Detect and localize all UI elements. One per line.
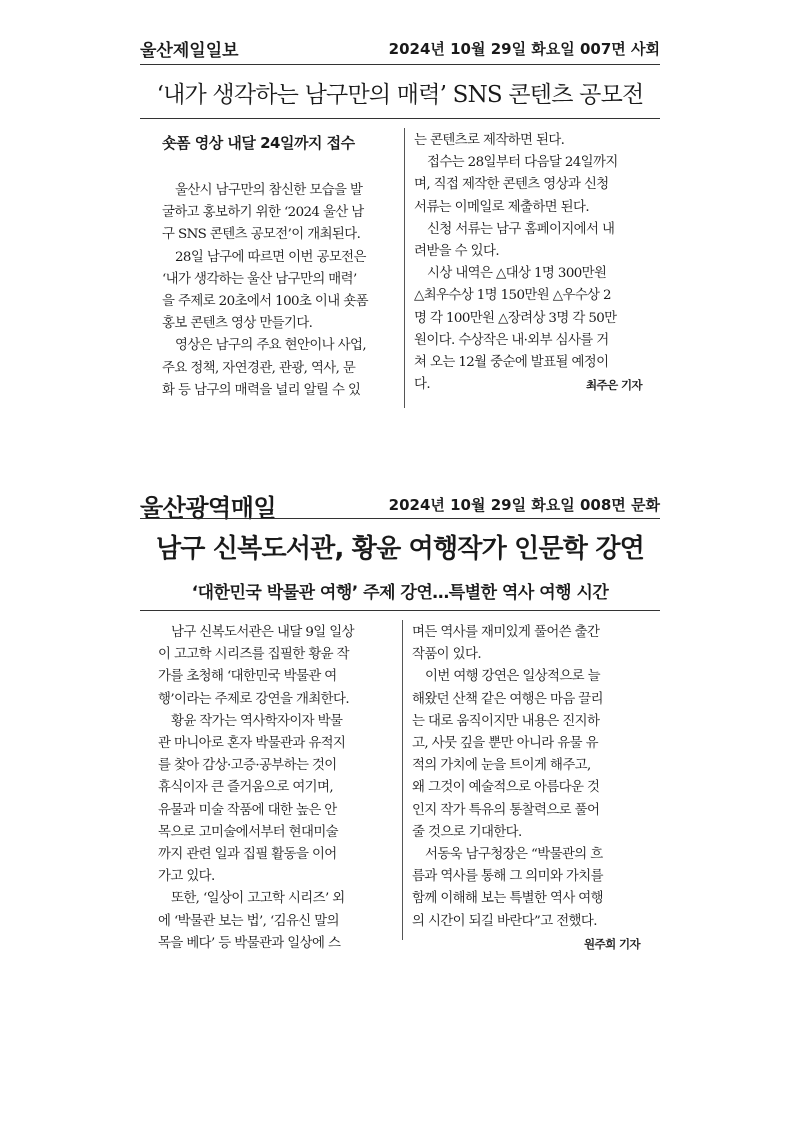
body-line: 서류는 이메일로 제출하면 된다.: [414, 199, 589, 215]
body-line: 신청 서류는 남구 홈페이지에서 내: [427, 221, 615, 237]
newspaper-name: 울산제일일보: [140, 41, 239, 61]
article-clipping-2: [0, 478, 800, 958]
issue-info: 2024년 10월 29일 화요일 007면 사회: [388, 40, 660, 58]
body-line: 을 주제로 20초에서 100초 이내 숏폼: [162, 294, 368, 310]
body-line: 목으로 고미술에서부터 현대미술: [158, 824, 339, 840]
body-line: 함께 이해해 보는 특별한 역사 여행: [412, 891, 603, 907]
header-rule: [140, 518, 660, 519]
body-line: 가를 초청해 ‘대한민국 박물관 여: [158, 669, 337, 685]
column-divider: [402, 620, 403, 940]
body-line: 남구 신복도서관은 내달 9일 일상: [171, 625, 354, 640]
body-line: 원이다. 수상작은 내·외부 심사를 거: [414, 332, 609, 348]
body-line: 까지 관련 일과 집필 활동을 이어: [158, 847, 337, 863]
body-line: 를 찾아 감상·고증·공부하는 것이: [158, 758, 337, 774]
body-line: 이 고고학 시리즈를 집필한 황윤 작: [158, 647, 349, 663]
body-line: 는 콘텐츠로 제작하면 된다.: [414, 133, 565, 148]
body-line: 구 SNS 콘텐츠 공모전’이 개최된다.: [162, 227, 361, 243]
body-line: 굴하고 홍보하기 위한 ‘2024 울산 남: [162, 205, 364, 221]
title-rule: [140, 610, 660, 611]
body-line: 작품이 있다.: [412, 647, 481, 663]
article-column-right: [412, 622, 652, 955]
body-line: 28일 남구에 따르면 이번 공모전은: [175, 249, 366, 265]
body-line: 가고 있다.: [158, 869, 215, 885]
clipping-header: [140, 478, 660, 522]
header-rule: [140, 64, 660, 65]
body-line: 이번 여행 강연은 일상적으로 늘: [425, 669, 600, 685]
body-line: 서동욱 남구청장은 “박물관의 흐: [425, 847, 603, 863]
clipping-header: [140, 0, 660, 61]
article-column-left: [158, 622, 396, 955]
body-line: 관 마니아로 혼자 박물관과 유적지: [158, 736, 346, 752]
body-line: 황윤 작가는 역사학자이자 박물: [171, 713, 343, 729]
body-line: 려받을 수 있다.: [414, 244, 499, 260]
body-line: 시상 내역은 △대상 1명 300만원: [427, 266, 607, 282]
body-line: 유물과 미술 작품에 대한 높은 안: [158, 802, 337, 818]
article-clipping-1: [0, 0, 800, 420]
article-title: ‘내가 생각하는 남구만의 매력’ SNS 콘텐츠 공모전: [156, 82, 644, 108]
article-column-left: [162, 180, 394, 402]
body-line: 적의 가치에 눈을 트이게 해주고,: [412, 758, 591, 774]
article-column-right: [414, 130, 654, 396]
body-line: 줄 것으로 기대한다.: [412, 824, 522, 840]
article-subtitle: ‘대한민국 박물관 여행’ 주제 강연…특별한 역사 여행 시간: [191, 583, 609, 603]
body-line: 홍보 콘텐츠 영상 만들기다.: [162, 316, 313, 332]
body-line: 목을 베다’ 등 박물관과 일상에 스: [158, 935, 341, 951]
body-line: 행’이라는 주제로 강연을 개최한다.: [158, 691, 349, 707]
body-line: 며, 직접 제작한 콘텐츠 영상과 신청: [414, 177, 609, 193]
column-divider: [404, 128, 405, 408]
newspaper-logo: 울산광역매일: [140, 494, 277, 522]
reporter-byline: 최주은 기자: [586, 378, 642, 393]
body-line: 쳐 오는 12월 중순에 발표될 예정이: [414, 355, 609, 371]
body-line: 화 등 남구의 매력을 널리 알릴 수 있: [162, 382, 361, 398]
body-line: 또한, ‘일상이 고고학 시리즈’ 외: [171, 891, 345, 907]
body-line: 주요 정책, 자연경관, 관광, 역사, 문: [162, 360, 356, 376]
reporter-byline: 원주희 기자: [584, 936, 640, 951]
body-line: 다.: [414, 377, 430, 393]
body-line: 름과 역사를 통해 그 의미와 가치를: [412, 869, 603, 885]
body-line: ‘내가 생각하는 울산 남구만의 매력’: [162, 271, 357, 287]
title-rule: [140, 118, 660, 119]
body-line: 고, 사뭇 깊을 뿐만 아니라 유물 유: [412, 736, 598, 752]
article-kicker: 숏폼 영상 내달 24일까지 접수: [162, 134, 355, 152]
body-line: 는 대로 움직이지만 내용은 진지하: [412, 713, 600, 729]
body-line: 왜 그것이 예술적으로 아름다운 것: [412, 780, 600, 796]
body-line: 영상은 남구의 주요 현안이나 사업,: [175, 338, 366, 354]
body-line: 명 각 100만원 △장려상 3명 각 50만: [414, 310, 617, 326]
body-line: 며든 역사를 재미있게 풀어쓴 출간: [412, 625, 600, 640]
body-line: 에 ‘박물관 보는 법’, ‘김유신 말의: [158, 913, 339, 929]
body-line: 휴식이자 큰 즐거움으로 여기며,: [158, 780, 333, 796]
body-line: 인지 작가 특유의 통찰력으로 풀어: [412, 802, 600, 818]
issue-info: 2024년 10월 29일 화요일 008면 문화: [388, 496, 660, 514]
body-line: 의 시간이 되길 바란다”고 전했다.: [412, 913, 597, 929]
body-line: 해왔던 산책 같은 여행은 마음 끌리: [412, 691, 603, 707]
article-title: 남구 신복도서관, 황윤 여행작가 인문학 강연: [155, 534, 645, 564]
body-line: 울산시 남구만의 참신한 모습을 발: [175, 183, 363, 198]
body-line: △최우수상 1명 150만원 △우수상 2: [414, 288, 611, 304]
body-line: 접수는 28일부터 다음달 24일까지: [427, 155, 618, 171]
